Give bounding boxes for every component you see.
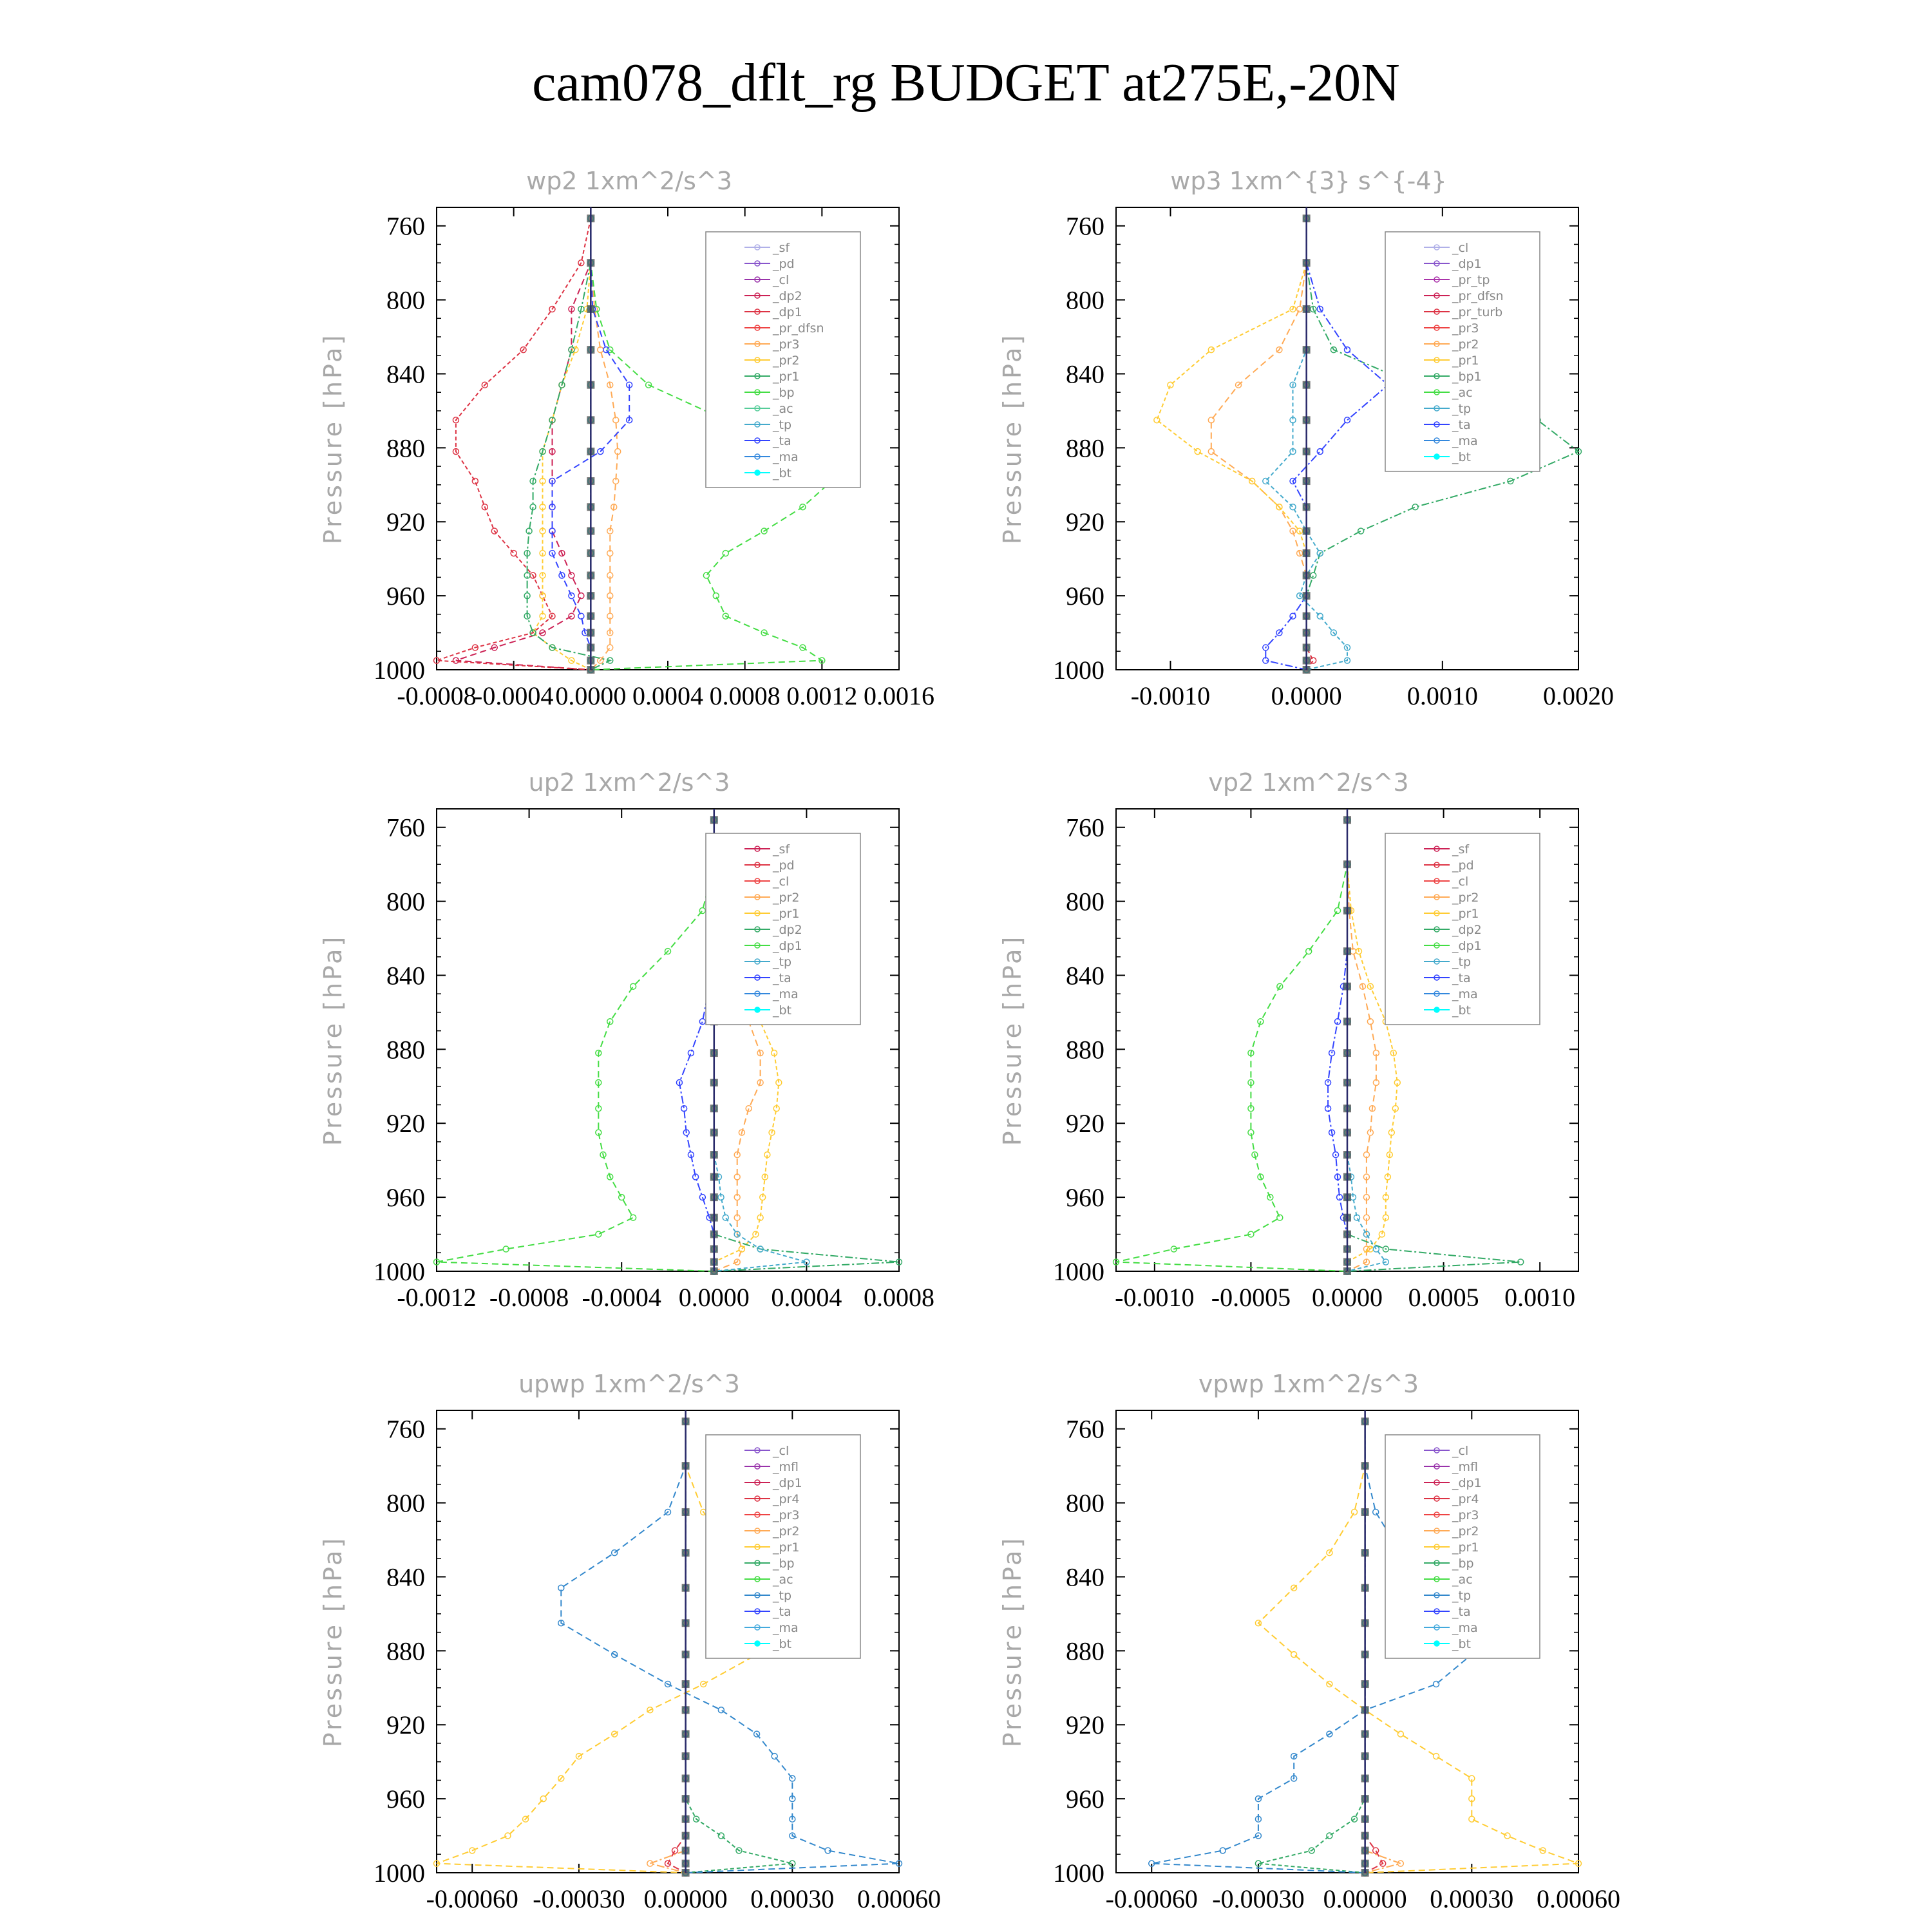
x-tick-label: 0.00000 <box>1323 1884 1407 1913</box>
data-point <box>739 1246 744 1252</box>
legend-label: _bp <box>773 1557 795 1571</box>
x-tick-label: 0.0000 <box>1271 681 1342 710</box>
legend-marker <box>1434 454 1439 459</box>
legend-label: _ac <box>773 402 793 416</box>
x-tick-label: 0.0008 <box>864 1283 934 1312</box>
y-tick-label: 760 <box>1066 813 1104 842</box>
legend-label: _pr1 <box>1452 354 1479 368</box>
legend-label: _dp1 <box>773 305 802 319</box>
data-point <box>1352 1509 1358 1515</box>
legend-label: _tp <box>1452 1589 1472 1603</box>
y-tick-label: 880 <box>1066 1035 1104 1065</box>
y-axis-label: Pressure [hPa] <box>998 1535 1027 1748</box>
legend-label: _pr_dfsn <box>773 321 824 336</box>
legend-label: _cl <box>773 273 790 287</box>
y-tick-label: 840 <box>1066 961 1104 990</box>
legend-label: _bt <box>773 1003 792 1018</box>
legend-label: _bt <box>773 1637 792 1651</box>
legend-label: _cl <box>1452 1444 1469 1458</box>
y-tick-label: 800 <box>386 285 425 315</box>
legend-label: _pr2 <box>1452 891 1479 905</box>
legend-label: _pr2 <box>773 1524 800 1539</box>
legend-label: _ma <box>1452 1621 1478 1635</box>
legend-label: _cl <box>773 875 790 889</box>
legend-label: _pr1 <box>1452 1540 1479 1555</box>
x-tick-label: 0.0010 <box>1504 1283 1576 1312</box>
y-tick-label: 960 <box>386 1183 425 1213</box>
legend-label: _ma <box>1452 434 1478 448</box>
legend-label: _bt <box>1452 450 1472 464</box>
legend-label: _pr2 <box>1452 337 1479 352</box>
legend-label: _bt <box>773 466 792 480</box>
y-tick-label: 800 <box>1066 1488 1104 1518</box>
x-tick-label: -0.0004 <box>582 1283 661 1312</box>
data-point <box>1291 1652 1297 1658</box>
y-tick-label: 960 <box>1066 1183 1104 1213</box>
y-tick-label: 920 <box>1066 1710 1104 1740</box>
data-point <box>1311 658 1316 663</box>
legend-label: _pr2 <box>1452 1524 1479 1539</box>
y-tick-label: 960 <box>1066 1785 1104 1814</box>
x-tick-label: 0.0010 <box>1406 681 1478 710</box>
legend-label: _dp1 <box>1452 257 1482 271</box>
legend-label: _ac <box>1452 1573 1473 1587</box>
data-point <box>1208 417 1214 423</box>
data-point <box>1373 1848 1379 1853</box>
y-axis-label: Pressure [hPa] <box>319 332 347 545</box>
panel-title: up2 1xm^2/s^3 <box>528 768 730 797</box>
y-tick-label: 760 <box>386 1414 425 1444</box>
data-point <box>688 1050 694 1056</box>
data-point <box>772 1754 777 1759</box>
chart-panel-3 <box>998 768 1578 1312</box>
x-tick-label: -0.00030 <box>533 1884 625 1913</box>
data-point <box>718 1707 724 1713</box>
panel-title: wp2 1xm^2/s^3 <box>526 167 732 195</box>
data-point <box>699 1019 705 1025</box>
series-line-pr1 <box>1157 218 1306 670</box>
y-tick-label: 920 <box>1066 1109 1104 1139</box>
legend-label: _dp1 <box>1452 939 1482 953</box>
data-point <box>1434 1754 1439 1759</box>
x-tick-label: 0.0004 <box>771 1283 842 1312</box>
legend-label: _bt <box>1452 1637 1472 1651</box>
legend-label: _ta <box>1452 1605 1471 1619</box>
series-line-dp1 <box>437 218 591 670</box>
y-axis-label: Pressure [hPa] <box>319 1535 347 1748</box>
legend <box>1385 232 1540 471</box>
legend-label: _pr2 <box>773 354 800 368</box>
y-tick-label: 840 <box>386 359 425 389</box>
legend-label: _ta <box>773 434 791 448</box>
y-tick-label: 960 <box>386 1785 425 1814</box>
legend-label: _pr1 <box>773 370 800 384</box>
x-tick-label: -0.0008 <box>397 681 477 710</box>
y-tick-label: 1000 <box>374 1257 425 1286</box>
data-point <box>1397 1731 1403 1737</box>
series-line-pr2 <box>1211 218 1307 670</box>
panel-title: wp3 1xm^{3} s^{-4} <box>1170 167 1447 195</box>
data-point <box>713 593 719 599</box>
legend-marker <box>755 1641 760 1646</box>
y-tick-label: 1000 <box>374 656 425 685</box>
chart-panel-2 <box>319 768 934 1312</box>
legend-marker <box>755 1007 760 1012</box>
series-line-dp1 <box>1116 820 1347 1271</box>
y-tick-label: 960 <box>1066 582 1104 611</box>
data-point <box>1412 504 1418 510</box>
legend-label: _bp <box>773 386 795 400</box>
legend-label: _sf <box>773 842 790 857</box>
legend-label: _ma <box>773 450 799 464</box>
series-line-pr4 <box>1365 1421 1383 1873</box>
legend-marker <box>1434 1007 1439 1012</box>
data-point <box>603 347 609 353</box>
y-tick-label: 1000 <box>1053 1859 1104 1888</box>
legend-label: _pd <box>1452 858 1474 873</box>
y-tick-label: 880 <box>1066 1636 1104 1666</box>
data-point <box>1277 1215 1283 1220</box>
data-point <box>1345 347 1350 353</box>
x-tick-label: 0.0000 <box>678 1283 750 1312</box>
legend-label: _pr2 <box>773 891 800 905</box>
y-tick-label: 960 <box>386 582 425 611</box>
legend-label: _dp1 <box>1452 1476 1482 1490</box>
data-point <box>1325 1080 1331 1086</box>
x-tick-label: -0.0010 <box>1115 1283 1195 1312</box>
legend-label: _pr_turb <box>1452 305 1503 319</box>
chart-panel-4 <box>319 1370 941 1913</box>
legend-label: _pr3 <box>1452 321 1479 336</box>
legend-label: _bp1 <box>1452 370 1482 384</box>
legend-label: _pr1 <box>773 1540 800 1555</box>
legend-label: _sf <box>773 241 790 255</box>
data-point <box>647 1861 653 1866</box>
x-tick-label: 0.0004 <box>632 681 703 710</box>
y-axis-label: Pressure [hPa] <box>998 934 1027 1146</box>
series-line-pr_turb <box>1307 218 1314 670</box>
y-tick-label: 920 <box>386 507 425 537</box>
y-tick-label: 1000 <box>1053 656 1104 685</box>
y-tick-label: 800 <box>386 1488 425 1518</box>
y-tick-label: 920 <box>386 1710 425 1740</box>
legend-label: _pr3 <box>773 337 800 352</box>
data-point <box>1290 613 1296 619</box>
legend-label: _sf <box>1452 842 1470 857</box>
legend-label: _dp2 <box>773 923 802 937</box>
series-line-pr2 <box>650 1421 685 1873</box>
legend-label: _dp1 <box>773 939 802 953</box>
y-tick-label: 840 <box>386 1562 425 1592</box>
legend-label: _cl <box>1452 875 1469 889</box>
y-tick-label: 1000 <box>374 1859 425 1888</box>
x-tick-label: 0.00030 <box>750 1884 835 1913</box>
legend-label: _pd <box>773 257 795 271</box>
series-line-pr1 <box>527 218 611 670</box>
y-tick-label: 880 <box>386 1636 425 1666</box>
legend-label: _pr_dfsn <box>1452 289 1504 303</box>
legend-label: _dp1 <box>773 1476 802 1490</box>
legend-label: _bp <box>1452 1557 1474 1571</box>
legend-label: _tp <box>1452 402 1472 416</box>
data-point <box>1317 449 1323 455</box>
x-tick-label: -0.0005 <box>1211 1283 1291 1312</box>
legend-label: _dp2 <box>773 289 802 303</box>
legend-label: _pr4 <box>1452 1492 1479 1506</box>
x-tick-label: 0.0000 <box>1312 1283 1383 1312</box>
y-tick-label: 840 <box>1066 1562 1104 1592</box>
x-tick-label: -0.0010 <box>1130 681 1211 710</box>
data-point <box>596 1231 601 1237</box>
data-point <box>699 907 705 913</box>
chart-panel-1 <box>998 167 1614 710</box>
data-point <box>472 478 478 484</box>
data-point <box>505 1833 511 1839</box>
x-tick-label: 0.0000 <box>555 681 627 710</box>
legend-label: _tp <box>1452 955 1472 969</box>
data-point <box>1397 1861 1403 1866</box>
legend-label: _ma <box>773 987 799 1001</box>
legend <box>706 232 860 488</box>
x-tick-label: -0.0004 <box>474 681 554 710</box>
x-tick-label: -0.0008 <box>489 1283 569 1312</box>
legend-label: _dp2 <box>1452 923 1482 937</box>
legend-label: _ta <box>1452 418 1471 432</box>
legend-label: _ma <box>773 1621 799 1635</box>
legend-label: _cl <box>773 1444 790 1458</box>
y-tick-label: 800 <box>386 887 425 916</box>
legend-label: _mfl <box>1452 1460 1478 1474</box>
data-point <box>1469 1816 1475 1822</box>
legend-label: _pr_tp <box>1452 273 1490 287</box>
series-line-pr4 <box>668 1421 686 1873</box>
y-axis-label: Pressure [hPa] <box>319 934 347 1146</box>
data-point <box>703 573 709 578</box>
data-point <box>569 573 574 578</box>
data-point <box>723 551 728 556</box>
x-tick-label: -0.0012 <box>397 1283 477 1312</box>
series-line-pr2 <box>533 218 591 670</box>
series-line-pr3 <box>591 218 618 670</box>
data-point <box>1358 528 1364 534</box>
series-line-dp1 <box>437 820 714 1271</box>
data-point <box>1154 417 1160 423</box>
legend <box>706 1435 860 1658</box>
legend <box>1385 1435 1540 1658</box>
data-point <box>1297 306 1303 312</box>
legend-label: _pr3 <box>1452 1508 1479 1522</box>
data-point <box>578 593 584 599</box>
data-point <box>672 1848 678 1853</box>
y-tick-label: 920 <box>386 1109 425 1139</box>
legend-label: _mfl <box>773 1460 799 1474</box>
x-tick-label: 0.00030 <box>1430 1884 1514 1913</box>
chart-panel-5 <box>998 1370 1620 1913</box>
data-point <box>723 1215 728 1220</box>
x-tick-label: 0.00060 <box>1537 1884 1620 1913</box>
x-tick-label: 0.0008 <box>709 681 781 710</box>
y-tick-label: 800 <box>1066 887 1104 916</box>
data-point <box>540 1796 546 1802</box>
data-point <box>1311 573 1316 578</box>
data-point <box>1208 449 1214 455</box>
legend-label: _pr1 <box>1452 907 1479 921</box>
y-tick-label: 840 <box>1066 359 1104 389</box>
data-point <box>607 645 613 650</box>
y-tick-label: 760 <box>1066 1414 1104 1444</box>
legend-marker <box>1434 1641 1439 1646</box>
data-point <box>1327 1833 1332 1839</box>
legend-label: _ta <box>1452 971 1471 985</box>
y-tick-label: 760 <box>386 211 425 241</box>
data-point <box>511 551 516 556</box>
x-tick-label: 0.00060 <box>857 1884 941 1913</box>
series-line-pr2 <box>1347 820 1376 1271</box>
series-line-bp <box>1258 1421 1365 1873</box>
legend-label: _tp <box>773 1589 792 1603</box>
data-point <box>1168 382 1173 388</box>
y-tick-label: 800 <box>1066 285 1104 315</box>
data-point <box>1504 1833 1510 1839</box>
figure-title: cam078_dflt_rg BUDGET at275E,-20N <box>532 53 1400 113</box>
data-point <box>630 1215 636 1220</box>
chart-panel-0 <box>319 167 934 710</box>
legend-label: _tp <box>773 418 792 432</box>
x-tick-label: -0.00060 <box>426 1884 518 1913</box>
data-point <box>1373 1509 1379 1515</box>
x-tick-label: 0.0005 <box>1408 1283 1479 1312</box>
series-line-ta <box>1265 218 1388 670</box>
legend-label: _ma <box>1452 987 1478 1001</box>
legend-marker <box>755 470 760 475</box>
legend <box>1385 833 1540 1025</box>
y-tick-label: 840 <box>386 961 425 990</box>
data-point <box>1195 449 1200 455</box>
legend-label: _cl <box>1452 241 1469 255</box>
data-point <box>619 1195 625 1200</box>
series-line-dp2 <box>456 218 591 670</box>
data-point <box>1290 504 1296 510</box>
data-point <box>1306 949 1312 954</box>
data-point <box>1335 907 1341 913</box>
y-tick-label: 880 <box>1066 433 1104 463</box>
legend-label: _bt <box>1452 1003 1472 1018</box>
y-tick-label: 880 <box>386 433 425 463</box>
legend-label: _pr3 <box>773 1508 800 1522</box>
x-tick-label: -0.00060 <box>1105 1884 1198 1913</box>
legend-label: _pr1 <box>773 907 800 921</box>
panel-title: vp2 1xm^2/s^3 <box>1208 768 1409 797</box>
y-tick-label: 760 <box>386 813 425 842</box>
x-tick-label: -0.00030 <box>1212 1884 1305 1913</box>
data-point <box>1317 613 1323 619</box>
x-tick-label: 0.0016 <box>864 681 934 710</box>
data-point <box>1434 1681 1439 1687</box>
y-tick-label: 1000 <box>1053 1257 1104 1286</box>
y-tick-label: 920 <box>1066 507 1104 537</box>
x-tick-label: 0.0012 <box>786 681 858 710</box>
panel-title: vpwp 1xm^2/s^3 <box>1198 1370 1419 1398</box>
data-point <box>1263 478 1269 484</box>
legend-label: _tp <box>773 955 792 969</box>
legend <box>706 833 860 1025</box>
data-point <box>718 1833 724 1839</box>
y-tick-label: 880 <box>386 1035 425 1065</box>
data-point <box>1345 417 1350 423</box>
panel-title: upwp 1xm^2/s^3 <box>518 1370 740 1398</box>
data-point <box>630 983 636 989</box>
legend-label: _ac <box>1452 386 1473 400</box>
x-tick-label: 0.00000 <box>643 1884 728 1913</box>
data-point <box>612 1550 618 1556</box>
legend-label: _pr4 <box>773 1492 800 1506</box>
data-point <box>578 613 584 619</box>
legend-label: _pd <box>773 858 795 873</box>
y-tick-label: 760 <box>1066 211 1104 241</box>
x-tick-label: 0.0020 <box>1543 681 1614 710</box>
y-axis-label: Pressure [hPa] <box>998 332 1027 545</box>
legend-label: _ta <box>773 1605 791 1619</box>
data-point <box>607 1019 613 1025</box>
legend-label: _ac <box>773 1573 793 1587</box>
series-line-ta <box>1328 820 1347 1271</box>
legend-label: _ta <box>773 971 791 985</box>
